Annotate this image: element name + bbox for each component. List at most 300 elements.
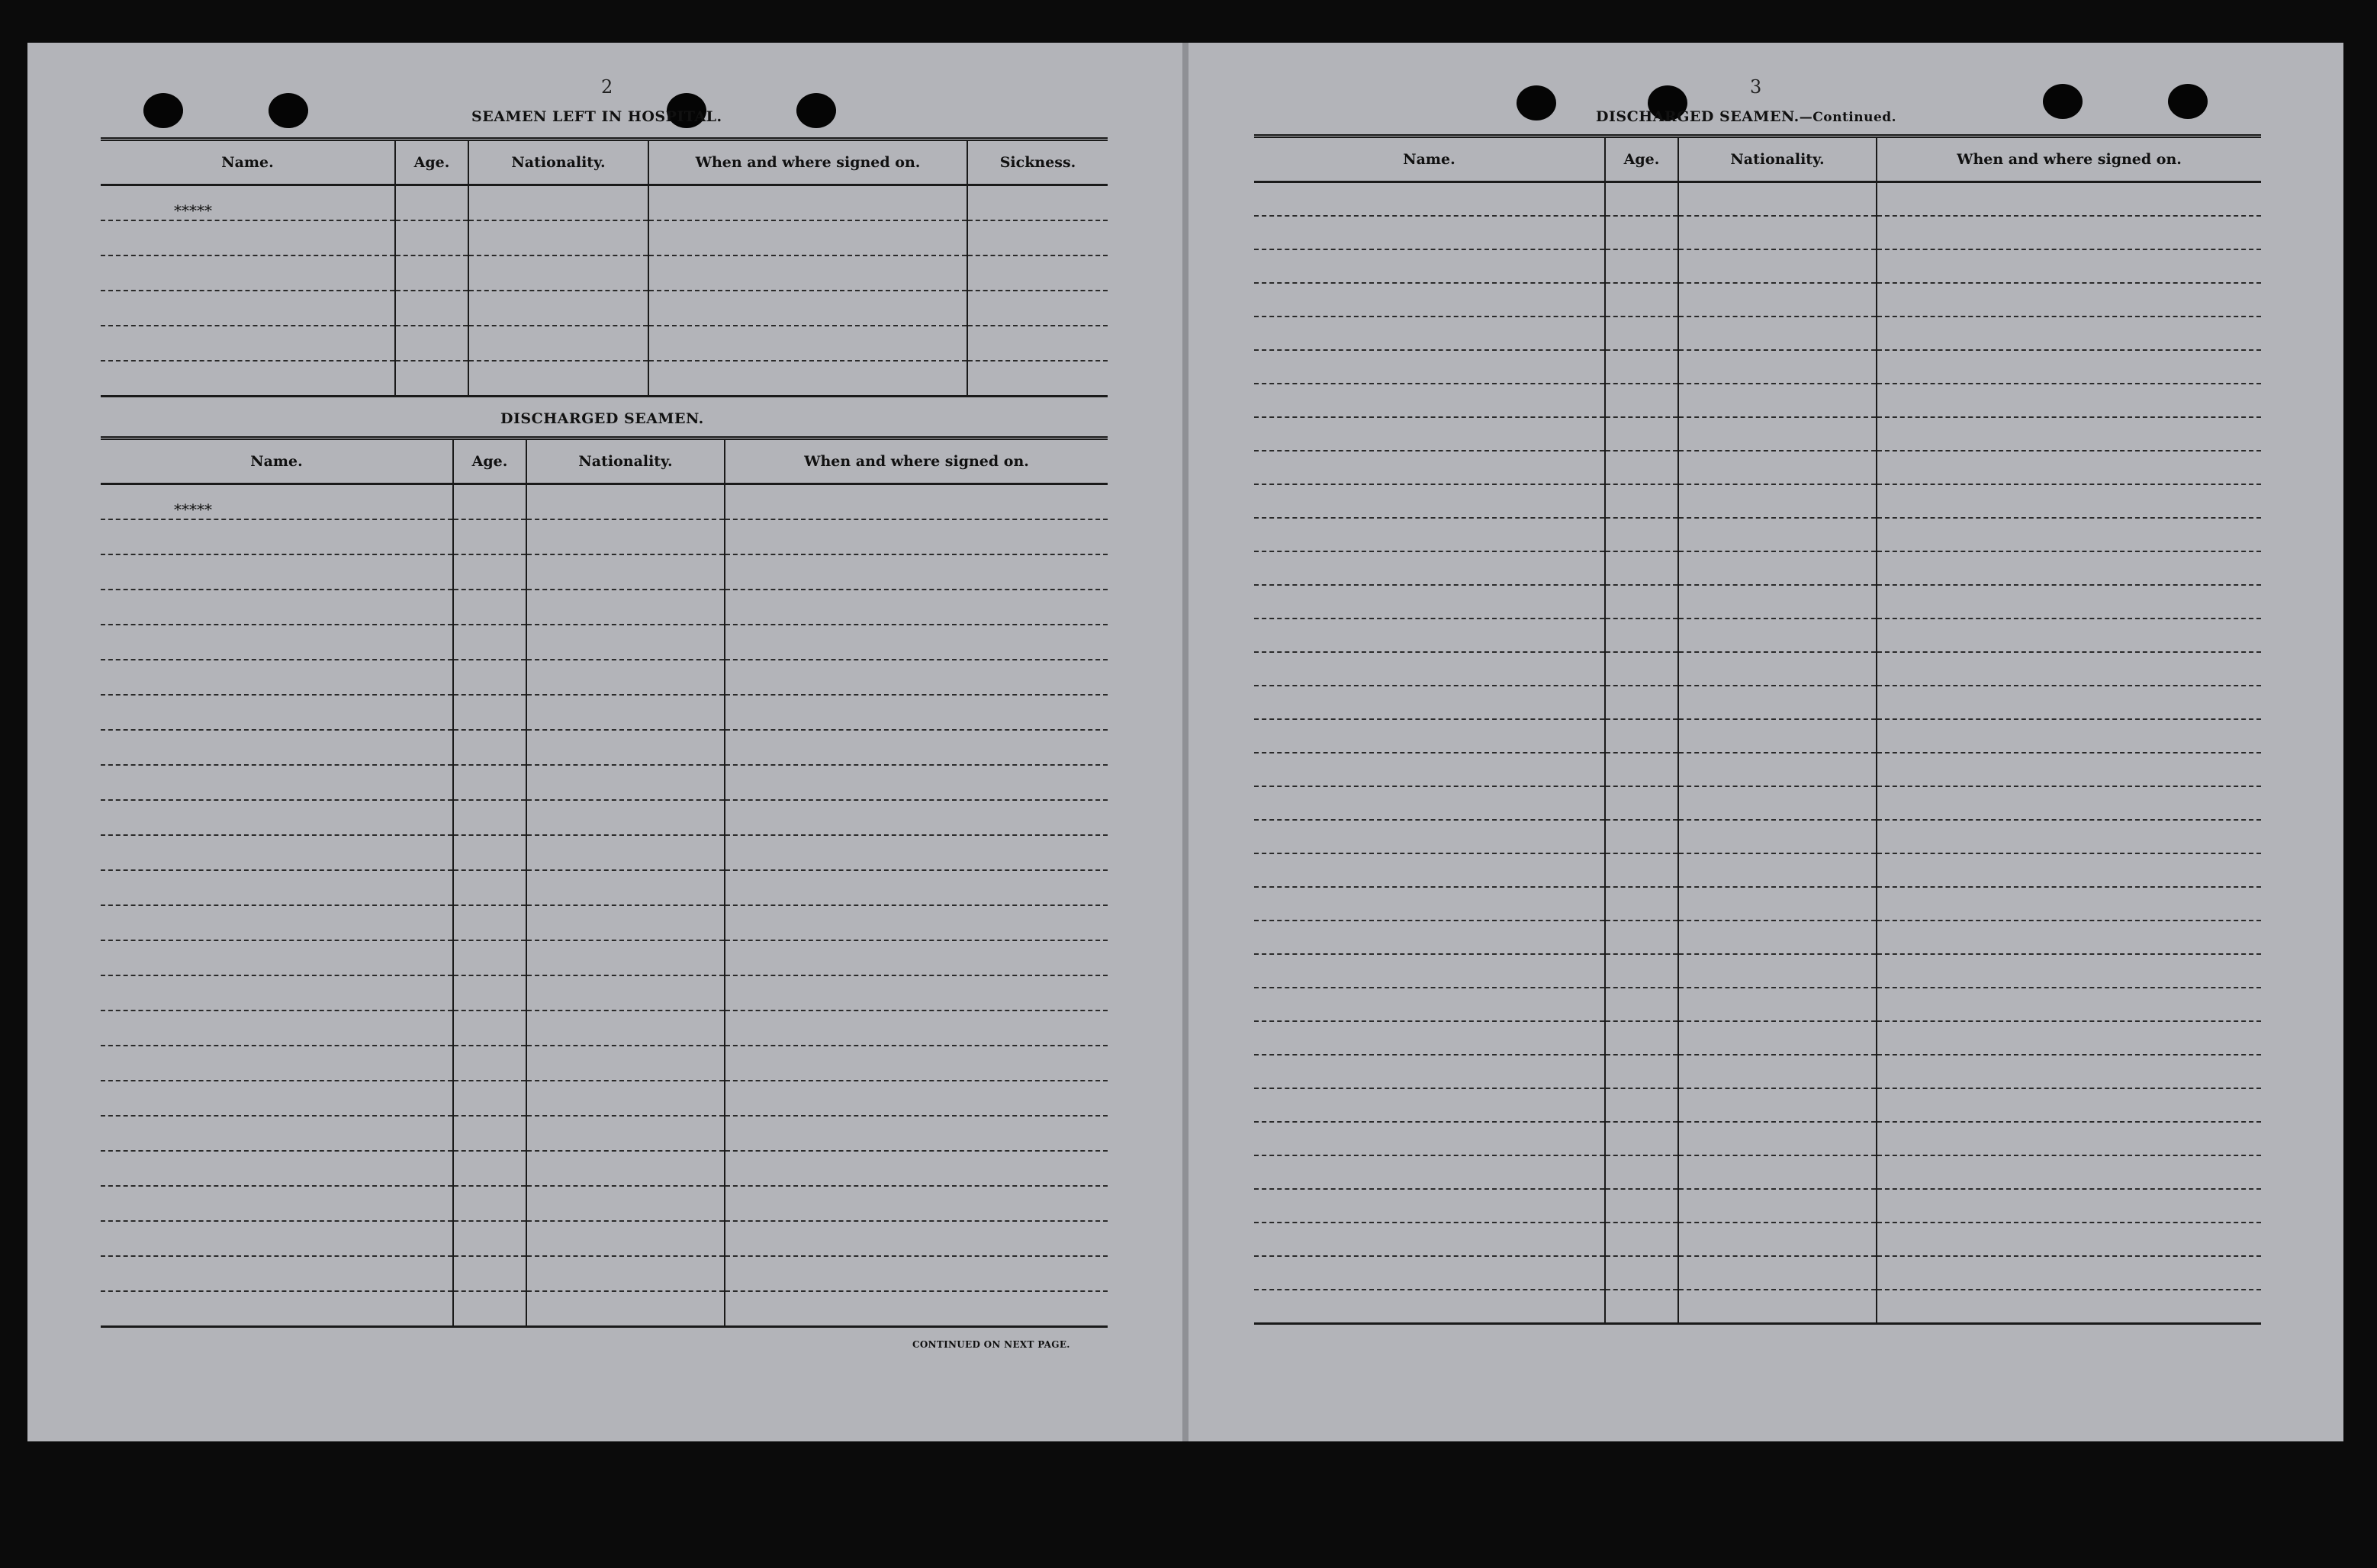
table-cell — [648, 220, 967, 255]
table-cell — [1877, 1223, 2261, 1256]
table-cell — [725, 554, 1108, 590]
table-row — [101, 625, 1108, 660]
table-row — [1254, 585, 2261, 619]
table-cell — [1605, 1155, 1678, 1189]
table-cell — [526, 1291, 725, 1327]
discharged-section-title: DISCHARGED SEAMEN. — [500, 410, 704, 427]
table-cell — [1254, 384, 1605, 417]
table-cell — [1877, 786, 2261, 820]
table-cell — [101, 291, 395, 326]
table-cell — [1605, 1223, 1678, 1256]
punch-hole — [2168, 84, 2208, 119]
table-cell — [101, 800, 453, 835]
table-cell — [101, 835, 453, 870]
table-cell — [1605, 283, 1678, 316]
table-cell — [1254, 484, 1605, 518]
column-header: When and where signed on. — [1877, 137, 2261, 182]
table-cell — [648, 326, 967, 361]
table-cell — [453, 554, 526, 590]
table-cell — [1605, 786, 1678, 820]
table-cell — [1605, 921, 1678, 954]
table-cell — [453, 870, 526, 905]
table-row — [101, 660, 1108, 695]
table-cell — [1877, 585, 2261, 619]
table-cell — [1678, 1155, 1877, 1189]
table-row — [101, 905, 1108, 940]
table-row — [101, 220, 1108, 255]
table-row — [101, 291, 1108, 326]
table-cell — [1877, 887, 2261, 921]
table-row — [1254, 417, 2261, 451]
table-cell — [1254, 686, 1605, 719]
table-cell — [1254, 1055, 1605, 1088]
table-cell — [101, 326, 395, 361]
table-cell — [101, 1151, 453, 1186]
table-row — [101, 835, 1108, 870]
table-row — [101, 1081, 1108, 1116]
table-row — [1254, 1021, 2261, 1055]
table-cell — [526, 660, 725, 695]
table-cell — [1678, 350, 1877, 384]
table-cell — [1678, 451, 1877, 484]
discharged-continued-title — [1596, 108, 1896, 125]
table-cell — [1678, 1290, 1877, 1324]
table-cell — [725, 975, 1108, 1011]
table-cell — [1605, 350, 1678, 384]
table-row — [101, 1291, 1108, 1327]
table-row — [101, 361, 1108, 397]
table-cell — [1877, 1290, 2261, 1324]
table-cell — [1877, 1189, 2261, 1223]
punch-hole — [143, 93, 183, 128]
table-row — [1254, 786, 2261, 820]
table-cell — [1678, 988, 1877, 1021]
table-cell — [648, 185, 967, 221]
table-cell — [967, 220, 1108, 255]
table-cell — [1254, 1122, 1605, 1155]
table-cell — [1877, 518, 2261, 551]
table-row — [1254, 652, 2261, 686]
table-cell — [1254, 1189, 1605, 1223]
table-row — [1254, 484, 2261, 518]
table-cell — [101, 554, 453, 590]
table-cell — [1678, 283, 1877, 316]
table-cell — [1678, 1189, 1877, 1223]
column-header: Age. — [395, 140, 468, 185]
table-cell — [1605, 1055, 1678, 1088]
table-row — [101, 1151, 1108, 1186]
table-cell — [468, 361, 648, 397]
table-cell — [1877, 988, 2261, 1021]
page-fold — [1182, 43, 1188, 1441]
table-cell — [101, 1186, 453, 1221]
column-header: When and where signed on. — [725, 439, 1108, 484]
title-suffix: —Continued. — [1799, 110, 1897, 125]
table-cell — [101, 870, 453, 905]
table-cell — [725, 484, 1108, 520]
table-row — [101, 554, 1108, 590]
table-cell — [101, 1291, 453, 1327]
table-row — [101, 185, 1108, 221]
table-cell — [1877, 249, 2261, 283]
table-cell — [1877, 686, 2261, 719]
table-cell — [725, 1046, 1108, 1081]
table-cell — [967, 185, 1108, 221]
table-cell — [1605, 384, 1678, 417]
table-cell — [1605, 954, 1678, 988]
table-row — [1254, 853, 2261, 887]
table-cell — [1254, 451, 1605, 484]
table-cell — [101, 220, 395, 255]
table-row — [1254, 350, 2261, 384]
table-cell — [725, 1116, 1108, 1151]
table-cell — [526, 730, 725, 765]
table-cell — [967, 326, 1108, 361]
table-cell — [1678, 384, 1877, 417]
table-cell — [1877, 1155, 2261, 1189]
column-header: Age. — [1605, 137, 1678, 182]
table-cell — [967, 361, 1108, 397]
table-cell — [1605, 417, 1678, 451]
table-cell — [1254, 350, 1605, 384]
table-cell — [1678, 686, 1877, 719]
table-cell — [1254, 1290, 1605, 1324]
table-row — [1254, 1155, 2261, 1189]
table-cell — [725, 590, 1108, 625]
column-header: Nationality. — [1678, 137, 1877, 182]
table-cell — [453, 660, 526, 695]
column-header: Nationality. — [468, 140, 648, 185]
table-cell — [101, 730, 453, 765]
table-header-row — [101, 140, 1108, 185]
table-cell — [1254, 316, 1605, 350]
table-row — [1254, 988, 2261, 1021]
table-cell — [725, 940, 1108, 975]
table-row — [1254, 1223, 2261, 1256]
table-row — [101, 1116, 1108, 1151]
table-cell — [1678, 1122, 1877, 1155]
page-number: 2 — [601, 76, 613, 98]
table-cell — [453, 484, 526, 520]
table-cell — [1678, 484, 1877, 518]
table-cell — [453, 1011, 526, 1046]
table-row — [1254, 1290, 2261, 1324]
table-cell — [1605, 853, 1678, 887]
table-cell — [1877, 652, 2261, 686]
table-cell — [453, 905, 526, 940]
table-cell — [453, 1291, 526, 1327]
table-cell — [1254, 853, 1605, 887]
table-cell — [1678, 316, 1877, 350]
table-cell — [1678, 585, 1877, 619]
table-cell — [395, 220, 468, 255]
table-cell — [1254, 216, 1605, 249]
table-cell — [1254, 753, 1605, 786]
table-cell — [101, 1046, 453, 1081]
table-cell — [725, 1291, 1108, 1327]
table-cell — [101, 625, 453, 660]
table-cell — [1254, 921, 1605, 954]
table-cell — [1678, 249, 1877, 283]
column-header: Name. — [1254, 137, 1605, 182]
table-cell — [1877, 551, 2261, 585]
table-cell — [725, 660, 1108, 695]
table-cell — [526, 975, 725, 1011]
column-header: Age. — [453, 439, 526, 484]
table-cell — [725, 1081, 1108, 1116]
table-cell — [1877, 1088, 2261, 1122]
table-cell — [1254, 283, 1605, 316]
table-cell — [468, 291, 648, 326]
table-cell — [526, 554, 725, 590]
table-cell — [526, 1151, 725, 1186]
table-cell — [1254, 182, 1605, 217]
table-cell — [1678, 1021, 1877, 1055]
column-header: Nationality. — [526, 439, 725, 484]
table-cell — [1678, 1055, 1877, 1088]
discharged-table — [101, 436, 1108, 1328]
table-row — [101, 1256, 1108, 1291]
table-cell — [1678, 1256, 1877, 1290]
table-cell — [1678, 753, 1877, 786]
punch-hole — [269, 93, 308, 128]
table-cell — [1877, 451, 2261, 484]
table-cell — [101, 660, 453, 695]
table-cell — [526, 695, 725, 730]
table-cell — [1877, 853, 2261, 887]
table-cell — [1254, 417, 1605, 451]
table-cell — [395, 255, 468, 291]
table-cell — [1877, 316, 2261, 350]
table-cell — [526, 765, 725, 800]
table-cell — [1605, 1021, 1678, 1055]
title-text: DISCHARGED SEAMEN. — [1596, 108, 1800, 125]
table-cell — [1254, 1256, 1605, 1290]
punch-hole — [796, 93, 836, 128]
table-cell — [101, 519, 453, 554]
table-cell — [1678, 786, 1877, 820]
table-cell — [725, 1186, 1108, 1221]
table-cell — [101, 1221, 453, 1256]
table-cell — [453, 1256, 526, 1291]
table-cell — [395, 361, 468, 397]
table-cell — [1678, 921, 1877, 954]
table-cell — [1678, 1223, 1877, 1256]
table-row — [1254, 283, 2261, 316]
table-cell — [1254, 719, 1605, 753]
table-cell — [648, 291, 967, 326]
table-cell — [453, 519, 526, 554]
punch-hole — [1517, 85, 1556, 120]
table-cell — [453, 1186, 526, 1221]
table-cell — [101, 1256, 453, 1291]
table-cell — [101, 905, 453, 940]
table-row — [101, 870, 1108, 905]
table-cell — [1678, 417, 1877, 451]
table-cell — [101, 1081, 453, 1116]
table-row — [101, 1186, 1108, 1221]
table-cell — [526, 835, 725, 870]
table-cell — [725, 765, 1108, 800]
table-cell — [1605, 820, 1678, 853]
table-row — [1254, 820, 2261, 853]
table-row — [1254, 753, 2261, 786]
table-cell — [468, 185, 648, 221]
table-cell — [1605, 619, 1678, 652]
table-cell — [1678, 652, 1877, 686]
table-cell — [1877, 283, 2261, 316]
table-cell — [468, 255, 648, 291]
table-cell — [1254, 887, 1605, 921]
table-cell — [1877, 384, 2261, 417]
table-row — [101, 975, 1108, 1011]
table-cell — [1678, 1088, 1877, 1122]
table-row — [101, 1221, 1108, 1256]
table-cell — [1877, 216, 2261, 249]
table-row — [101, 800, 1108, 835]
page-number: 3 — [1750, 76, 1762, 98]
table-cell — [1605, 484, 1678, 518]
table-cell — [1605, 316, 1678, 350]
table-cell — [526, 1116, 725, 1151]
table-cell — [526, 905, 725, 940]
table-row — [1254, 1256, 2261, 1290]
table-cell — [725, 1151, 1108, 1186]
table-cell — [395, 291, 468, 326]
table-row — [101, 765, 1108, 800]
table-header-row — [1254, 137, 2261, 182]
table-cell — [101, 975, 453, 1011]
table-cell — [1254, 988, 1605, 1021]
table-cell — [1678, 853, 1877, 887]
table-cell — [1678, 551, 1877, 585]
table-cell — [1605, 686, 1678, 719]
table-row — [101, 1046, 1108, 1081]
table-cell — [526, 800, 725, 835]
table-cell — [468, 220, 648, 255]
table-cell — [526, 625, 725, 660]
table-row — [101, 695, 1108, 730]
table-header-row — [101, 439, 1108, 484]
table-row — [1254, 887, 2261, 921]
table-cell — [453, 800, 526, 835]
table-cell — [1678, 518, 1877, 551]
table-cell — [1605, 753, 1678, 786]
table-row — [1254, 1122, 2261, 1155]
table-cell — [1254, 518, 1605, 551]
table-cell — [526, 519, 725, 554]
table-cell — [468, 326, 648, 361]
table-cell — [453, 975, 526, 1011]
table-cell — [1877, 921, 2261, 954]
table-cell — [1254, 820, 1605, 853]
table-cell — [1678, 820, 1877, 853]
table-cell — [453, 765, 526, 800]
table-cell — [526, 940, 725, 975]
table-cell — [1605, 451, 1678, 484]
table-cell — [1605, 1290, 1678, 1324]
table-cell — [725, 905, 1108, 940]
table-row — [101, 590, 1108, 625]
table-cell — [453, 1151, 526, 1186]
table-cell — [526, 1221, 725, 1256]
table-cell — [967, 255, 1108, 291]
table-cell — [526, 1186, 725, 1221]
table-row — [1254, 451, 2261, 484]
table-cell — [1254, 1223, 1605, 1256]
table-cell — [1678, 619, 1877, 652]
table-row — [1254, 182, 2261, 217]
table-cell — [1605, 518, 1678, 551]
table-cell — [725, 835, 1108, 870]
table-cell — [1254, 1155, 1605, 1189]
table-cell — [1678, 719, 1877, 753]
table-cell — [1678, 954, 1877, 988]
table-cell — [1254, 551, 1605, 585]
table-cell — [526, 590, 725, 625]
hospital-table — [101, 137, 1108, 397]
table-cell — [1254, 652, 1605, 686]
table-cell — [1877, 1122, 2261, 1155]
table-cell — [101, 765, 453, 800]
table-cell — [101, 1116, 453, 1151]
table-cell — [1877, 1256, 2261, 1290]
table-row — [1254, 1189, 2261, 1223]
table-cell — [1877, 954, 2261, 988]
table-cell — [395, 185, 468, 221]
table-cell — [725, 800, 1108, 835]
column-header: Sickness. — [967, 140, 1108, 185]
table-cell — [1605, 182, 1678, 217]
table-row — [1254, 216, 2261, 249]
table-cell — [967, 291, 1108, 326]
table-cell — [1254, 1088, 1605, 1122]
table-cell — [1678, 216, 1877, 249]
table-row — [101, 255, 1108, 291]
table-cell — [453, 1116, 526, 1151]
column-header: Name. — [101, 439, 453, 484]
table-cell — [1605, 1256, 1678, 1290]
table-row — [1254, 619, 2261, 652]
table-cell — [526, 1081, 725, 1116]
table-cell — [526, 1011, 725, 1046]
table-cell — [1605, 216, 1678, 249]
table-cell — [648, 361, 967, 397]
continued-note: CONTINUED ON NEXT PAGE. — [912, 1339, 1070, 1350]
table-cell — [1877, 1055, 2261, 1088]
table-row — [101, 730, 1108, 765]
table-row — [101, 519, 1108, 554]
table-cell — [526, 1046, 725, 1081]
table-cell — [725, 870, 1108, 905]
discharged-continued-table — [1254, 134, 2261, 1325]
table-cell — [1877, 182, 2261, 217]
table-cell — [526, 484, 725, 520]
table-cell — [1605, 1189, 1678, 1223]
table-row — [1254, 316, 2261, 350]
table-cell — [101, 255, 395, 291]
table-row — [101, 326, 1108, 361]
table-cell — [1605, 719, 1678, 753]
table-cell — [101, 695, 453, 730]
table-cell — [1877, 417, 2261, 451]
table-cell — [1605, 1122, 1678, 1155]
table-row — [1254, 686, 2261, 719]
table-cell — [725, 1011, 1108, 1046]
table-cell — [101, 1011, 453, 1046]
table-cell — [1254, 249, 1605, 283]
table-cell — [1605, 988, 1678, 1021]
